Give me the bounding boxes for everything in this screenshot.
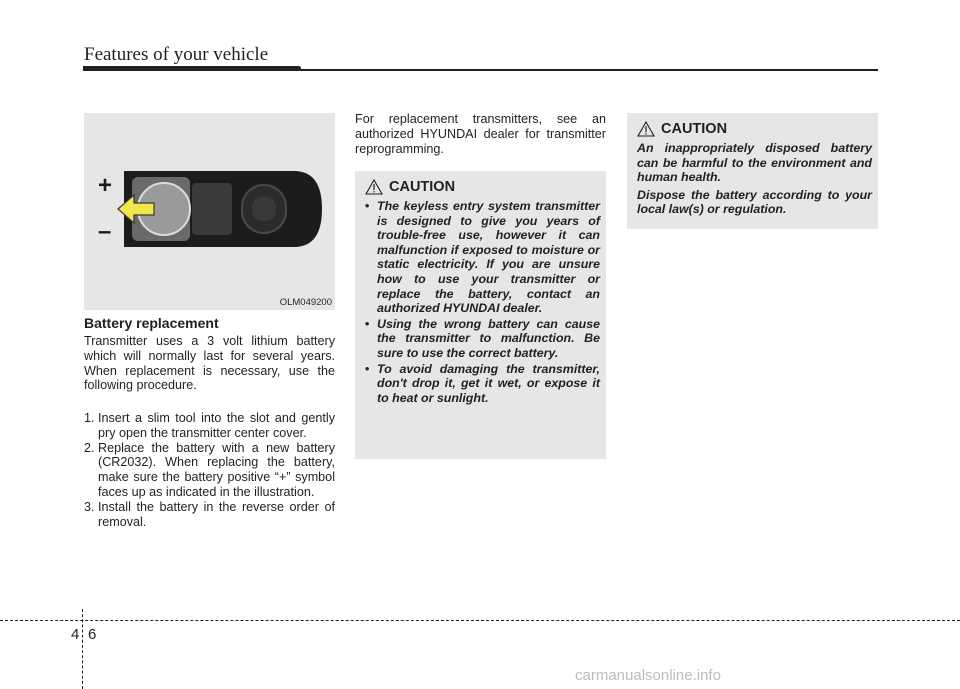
- caution-paragraph: Dispose the battery according to your local law(s) or regulation.: [637, 187, 872, 217]
- step-text: Replace the battery with a new battery (CR2032). When replacing the battery, make sure the battery positive “+” symbol faces up as indicated in the illustration.: [98, 440, 335, 499]
- footer-dashed-divider: [82, 609, 84, 689]
- replacement-transmitter-text: For replacement transmitters, see an authorized HYUNDAI dealer for transmitter reprogramming.: [355, 112, 606, 156]
- caution-title: CAUTION: [661, 121, 728, 137]
- caution-list: [365, 199, 600, 405]
- header-rule-thick: [83, 66, 301, 71]
- procedure-steps: [84, 411, 335, 529]
- bullet: •: [365, 316, 370, 331]
- caution-item-text: Using the wrong battery can cause the transmitter to malfunction. Be sure to use the correct battery.: [377, 316, 600, 360]
- page-number: 6: [88, 626, 97, 643]
- minus-mark: –: [98, 218, 112, 245]
- figure-code: OLM049200: [279, 297, 332, 308]
- circuit-board-shape: [192, 183, 232, 235]
- list-item: [365, 362, 600, 406]
- warning-triangle-icon: [365, 179, 383, 195]
- plus-mark: +: [98, 172, 113, 199]
- transmitter-drawing: [84, 113, 335, 310]
- list-item: [84, 441, 335, 500]
- caution-box-transmitter: [355, 171, 606, 459]
- step-number: 3.: [84, 499, 95, 514]
- page-header-title: Features of your vehicle: [84, 44, 269, 65]
- caution-item-text: To avoid damaging the transmitter, don't drop it, get it wet, or expose it to heat or sunlight.: [377, 361, 600, 405]
- step-number: 1.: [84, 411, 95, 425]
- battery-intro-text: Transmitter uses a 3 volt lithium battery which will normally last for several years. When replacement is necessary, use the following procedure.: [84, 334, 335, 393]
- bullet: •: [365, 361, 370, 376]
- warning-triangle-icon: [637, 121, 655, 137]
- transmitter-illustration: [84, 113, 335, 310]
- header-rule-thin: [300, 69, 878, 71]
- watermark-text: carmanualsonline.info: [575, 667, 721, 684]
- caution-title: CAUTION: [389, 179, 456, 195]
- section-heading: Battery replacement: [84, 315, 219, 331]
- list-item: [84, 500, 335, 530]
- chapter-number: 4: [71, 626, 80, 643]
- caution-heading: [365, 179, 600, 195]
- caution-paragraph: An inappropriately disposed battery can be harmful to the environment and human health.: [637, 141, 872, 185]
- fob-button-inner-shape: [252, 197, 276, 221]
- footer-dashed-rule: [0, 620, 960, 621]
- list-item: [365, 317, 600, 361]
- step-number: 2.: [84, 440, 95, 455]
- caution-heading: [637, 121, 872, 137]
- list-item: [84, 411, 335, 441]
- bullet: •: [365, 199, 370, 213]
- caution-box-battery-disposal: [627, 113, 878, 229]
- list-item: [365, 199, 600, 316]
- step-text: Install the battery in the reverse order of removal.: [98, 499, 335, 529]
- caution-item-text: The keyless entry system transmitter is designed to give you years of trouble-free use, however it can malfunction if exposed to moisture or static electricity. If you are unsure how to use your transmitter or replace the battery, contact an authorized HYUNDAI dealer.: [377, 199, 600, 316]
- step-text: Insert a slim tool into the slot and gently pry open the transmitter center cover.: [98, 411, 335, 440]
